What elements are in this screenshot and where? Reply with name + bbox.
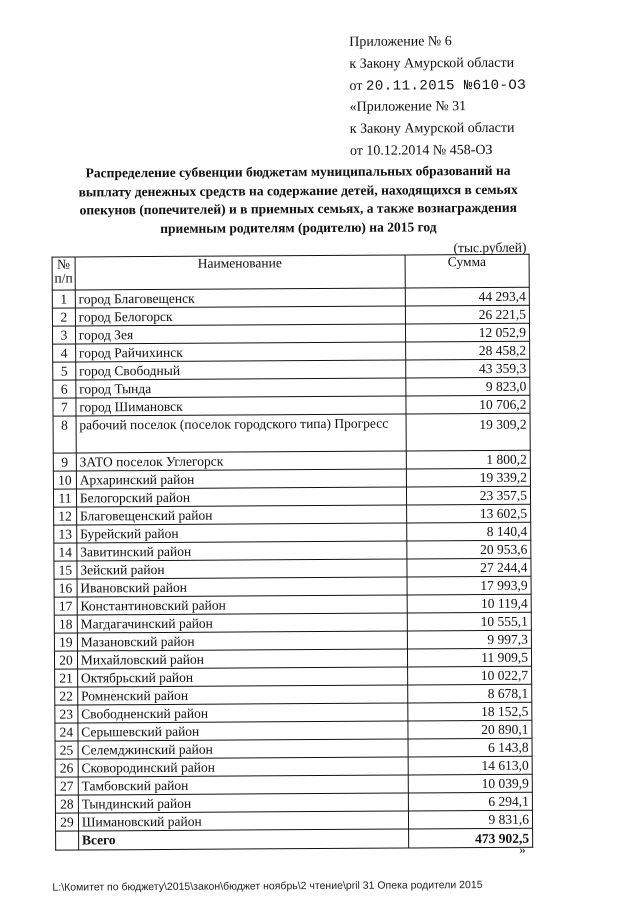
row-sum: 10 039,9: [408, 774, 533, 793]
row-sum: 10 022,7: [407, 666, 532, 685]
subsidy-table: [52, 254, 534, 851]
document-title: Распределение субвенции бюджетам муниципальных образований на выплату денежных средств на содержание детей, находящихся в семьях опекунов (попечителей) и в приемных семьях, а также вознаграждения приемным родителям (родителю) на 2015 год: [78, 162, 518, 236]
row-name: Тамбовский район: [78, 775, 408, 795]
row-sum: 13 602,5: [406, 504, 531, 523]
row-sum: 28 458,2: [405, 341, 530, 360]
row-number: 4: [53, 344, 76, 362]
table-body: [52, 287, 532, 850]
row-sum: 17 993,9: [407, 576, 532, 595]
row-number: 19: [54, 633, 77, 651]
row-number: 5: [53, 362, 76, 380]
row-sum: 9 823,0: [405, 377, 530, 396]
table-row: [53, 413, 530, 453]
row-number: 11: [53, 489, 76, 507]
row-number: 10: [53, 471, 76, 489]
row-name: ЗАТО поселок Углегорск: [76, 451, 406, 471]
row-number: 26: [55, 759, 78, 777]
annex-date-line: [349, 75, 526, 98]
row-name: Свободненский район: [78, 703, 408, 723]
total-number-cell: [56, 831, 79, 850]
annex-law-reference: к Закону Амурской области: [349, 55, 515, 72]
row-sum: 12 052,9: [405, 323, 530, 342]
header-name: Наименование: [75, 255, 405, 290]
row-sum: 18 152,5: [407, 702, 532, 721]
header-number: № п/п: [52, 257, 75, 290]
row-name: город Зея: [75, 324, 405, 344]
row-number: 22: [55, 687, 78, 705]
row-number: 23: [55, 705, 78, 723]
row-number: 24: [55, 723, 78, 741]
row-sum: 26 221,5: [405, 305, 530, 324]
handwritten-date-number: 20.11.2015 №610-ОЗ: [365, 77, 527, 95]
row-number: 25: [55, 741, 78, 759]
row-number: 27: [55, 777, 78, 795]
row-name: Белогорский район: [76, 487, 406, 507]
row-name: Октябрьский район: [77, 667, 407, 687]
row-name: рабочий поселок (поселок городского типа) Прогресс: [76, 414, 406, 453]
row-number: 17: [54, 597, 77, 615]
table-header-row: [52, 254, 529, 290]
row-name: город Благовещенск: [75, 288, 405, 308]
row-number: 2: [52, 308, 75, 326]
row-name: город Свободный: [76, 360, 406, 380]
row-number: 20: [54, 651, 77, 669]
row-sum: 19 339,2: [406, 468, 531, 487]
row-sum: 8 140,4: [406, 522, 531, 541]
row-number: 16: [54, 579, 77, 597]
row-number: 29: [55, 813, 78, 831]
row-name: Ивановский район: [77, 577, 407, 597]
row-number: 18: [54, 615, 77, 633]
row-sum: 27 244,4: [406, 558, 531, 577]
row-number: 6: [53, 380, 76, 398]
row-sum: 14 613,0: [408, 756, 533, 775]
row-sum: 8 678,1: [407, 684, 532, 703]
row-name: Магдагачинский район: [77, 613, 407, 633]
row-sum: 44 293,4: [405, 287, 530, 306]
annex-number: Приложение № 6: [349, 34, 452, 50]
row-sum: 10 119,4: [407, 594, 532, 613]
row-sum: 9 831,6: [408, 810, 533, 829]
row-number: 1: [52, 290, 75, 308]
row-sum: 23 357,5: [406, 486, 531, 505]
row-name: город Белогорск: [75, 306, 405, 326]
annex-date-prefix: от: [349, 78, 363, 94]
row-number: 12: [54, 507, 77, 525]
row-name: Селемджинский район: [78, 739, 408, 759]
total-row: [56, 828, 533, 850]
header-sum: Сумма: [405, 254, 530, 288]
row-name: Шимановский район: [78, 811, 408, 831]
total-label: Всего: [78, 829, 408, 850]
row-name: город Тында: [76, 378, 406, 398]
row-name: Ромненский район: [78, 685, 408, 705]
row-sum: 10 706,2: [405, 395, 530, 414]
row-name: Константиновский район: [77, 595, 407, 615]
previous-annex-date: от 10.12.2014 № 458-ОЗ: [349, 142, 493, 159]
row-number: 9: [53, 453, 76, 471]
row-name: Бурейский район: [77, 523, 407, 543]
row-sum: 10 555,1: [407, 612, 532, 631]
row-sum: 19 309,2: [406, 413, 531, 451]
row-sum: 6 143,8: [408, 738, 533, 757]
row-name: Зейский район: [77, 559, 407, 579]
row-sum: 43 359,3: [405, 359, 530, 378]
row-number: 7: [53, 398, 76, 416]
row-name: Завитинский район: [77, 541, 407, 561]
row-name: город Райчихинск: [75, 342, 405, 362]
row-number: 15: [54, 561, 77, 579]
row-name: Сковородинский район: [78, 757, 408, 777]
row-number: 3: [52, 326, 75, 344]
row-name: город Шимановск: [76, 396, 406, 416]
row-sum: 11 909,5: [407, 648, 532, 667]
annex-header: [349, 31, 526, 98]
row-name: Серышевский район: [78, 721, 408, 741]
footer-file-path: L:\Комитет по бюджету\2015\закон\бюджет ноябрь\2 чтение\pril 31 Опека родители 2015: [52, 879, 483, 894]
row-name: Михайловский район: [77, 649, 407, 669]
row-name: Благовещенский район: [76, 505, 406, 525]
row-number: 28: [55, 795, 78, 813]
previous-annex-number: «Приложение № 31: [349, 99, 467, 115]
units-label: (тыс.рублей): [453, 239, 527, 256]
row-sum: 20 890,1: [407, 720, 532, 739]
row-sum: 6 294,1: [408, 792, 533, 811]
row-name: Архаринский район: [76, 469, 406, 489]
closing-quote: »: [519, 841, 526, 857]
row-number: 14: [54, 543, 77, 561]
row-number: 21: [55, 669, 78, 687]
row-sum: 20 953,6: [406, 540, 531, 559]
row-name: Мазановский район: [77, 631, 407, 651]
row-sum: 1 800,2: [406, 450, 531, 469]
row-name: Тындинский район: [78, 793, 408, 813]
row-number: 8: [53, 416, 76, 453]
row-sum: 9 997,3: [407, 630, 532, 649]
total-sum: 473 902,5: [408, 828, 533, 848]
row-number: 13: [54, 525, 77, 543]
previous-annex-header: [350, 96, 515, 163]
previous-annex-law-reference: к Закону Амурской области: [349, 120, 515, 137]
